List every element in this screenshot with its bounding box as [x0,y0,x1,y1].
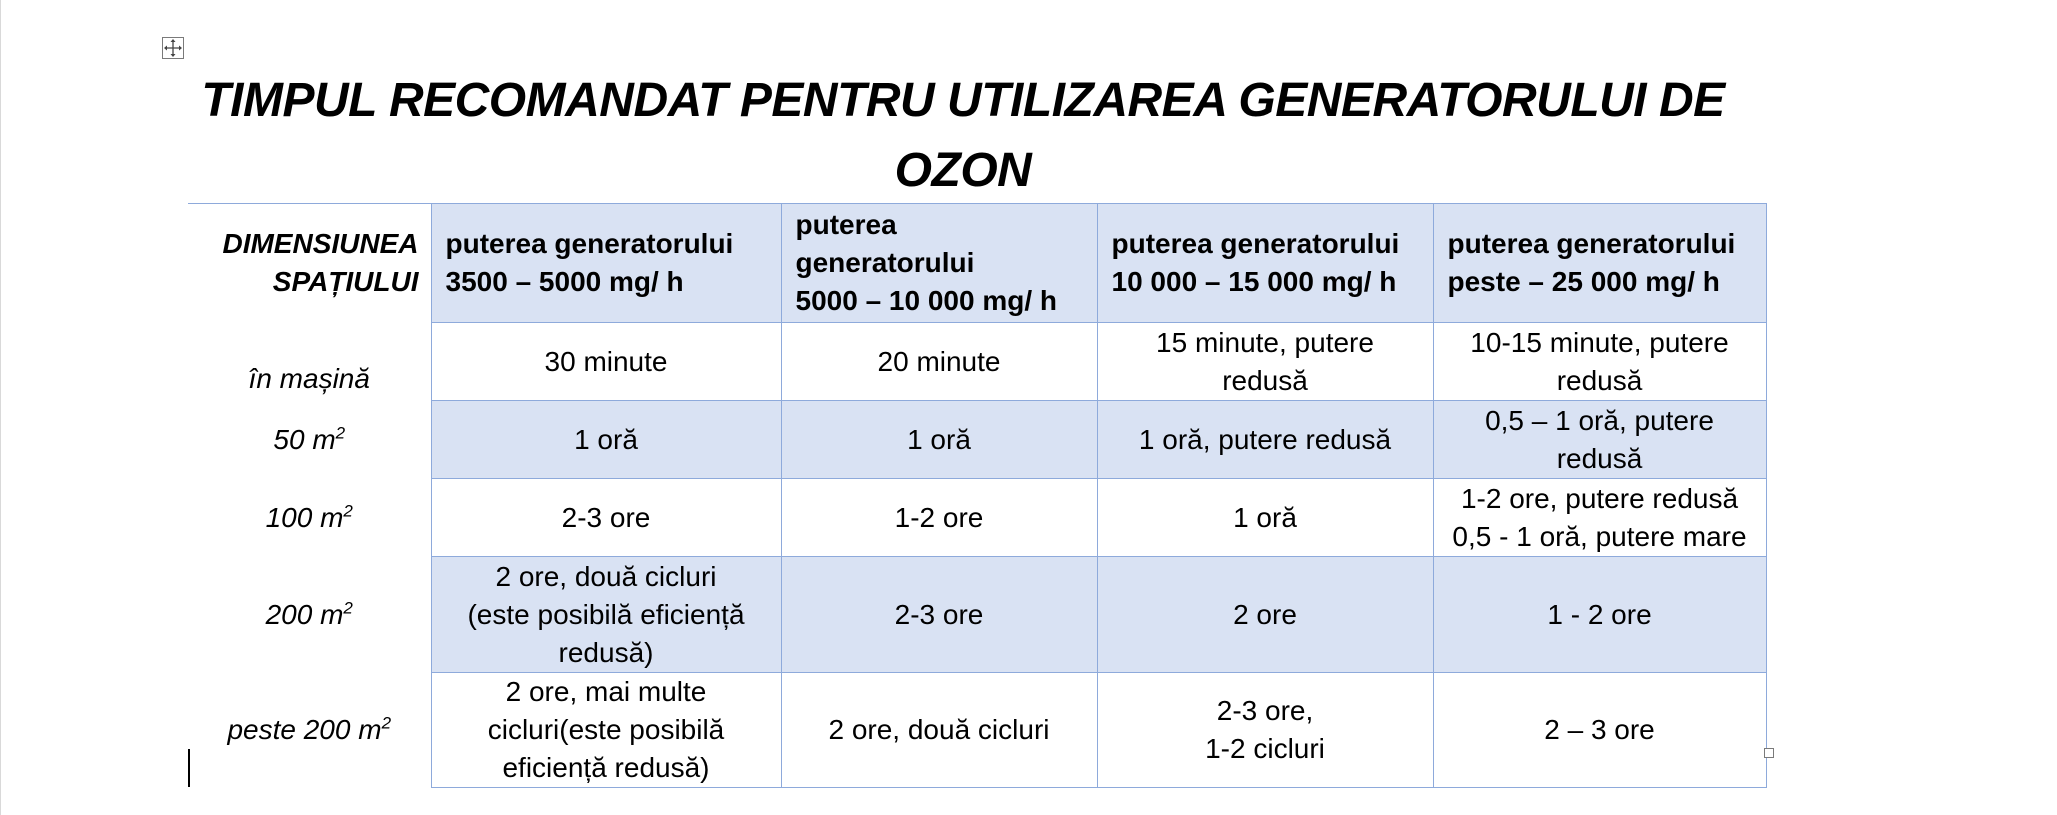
table-cell: 1 - 2 ore [1433,557,1766,673]
table-cell: 1 oră [1097,479,1433,557]
row-label: 50 $m^2$ [188,401,431,479]
table-cell: 15 minute, putere redusă [1097,323,1433,401]
move-arrows-icon [163,38,183,58]
table-row [188,557,1766,673]
title-line-2: OZON [894,144,1032,197]
document-title [188,66,1738,206]
header-line-1: puterea generatorului [1111,228,1400,259]
table-cell: 2 ore, două cicluri [781,673,1097,788]
table-row [188,323,1766,401]
column-header [781,204,1097,323]
header-line-2: peste – 25 000 mg/ h [1447,266,1720,297]
table-header-row [188,204,1766,323]
table-cell: 1 oră [781,401,1097,479]
table-cell: 2-3 ore [431,479,781,557]
table-cell: 1-2 ore [781,479,1097,557]
table-move-handle[interactable] [162,37,184,59]
column-header [1433,204,1766,323]
column-header [1097,204,1433,323]
header-line-1: puterea generatorului [445,228,734,259]
table-cell: 0,5 – 1 oră, putere redusă [1433,401,1766,479]
page-left-edge [0,0,1,815]
ozone-time-table [188,203,1767,788]
table-cell: 2 ore, mai multe cicluri(este posibilă eficiență redusă) [431,673,781,788]
table-cell: 1 oră, putere redusă [1097,401,1433,479]
column-header [431,204,781,323]
table-row [188,479,1766,557]
table-cell: 2 ore [1097,557,1433,673]
table-row [188,401,1766,479]
table-cell: 30 minute [431,323,781,401]
table-cell: 20 minute [781,323,1097,401]
corner-line-1: DIMENSIUNEA [222,228,419,260]
row-label: peste 200 $m^2$ [188,673,431,788]
header-line-1: puterea generatorului [795,209,975,278]
corner-header [188,204,431,323]
header-line-2: 10 000 – 15 000 mg/ h [1111,266,1397,297]
table-cell: 1-2 ore, putere redusă 0,5 - 1 oră, putere mare [1433,479,1766,557]
corner-line-2: SPAȚIULUI [272,266,419,298]
table-cell: 2-3 ore, 1-2 cicluri [1097,673,1433,788]
table-cell: 2-3 ore [781,557,1097,673]
table-cell: 2 ore, două cicluri (este posibilă eficiență redusă) [431,557,781,673]
table-cell: 10-15 minute, putere redusă [1433,323,1766,401]
table-cell: 2 – 3 ore [1433,673,1766,788]
table-resize-handle[interactable] [1764,748,1774,758]
title-line-1: TIMPUL RECOMANDAT PENTRU UTILIZAREA GENERATORULUI DE [201,74,1725,127]
table-cell: 1 oră [431,401,781,479]
header-line-2: 3500 – 5000 mg/ h [445,266,684,297]
row-label: 200 $m^2$ [188,557,431,673]
row-label: în mașină [188,323,431,401]
header-line-2: 5000 – 10 000 mg/ h [795,285,1058,316]
row-label: 100 $m^2$ [188,479,431,557]
text-cursor[interactable] [188,749,190,787]
table-row [188,673,1766,788]
header-line-1: puterea generatorului [1447,228,1736,259]
